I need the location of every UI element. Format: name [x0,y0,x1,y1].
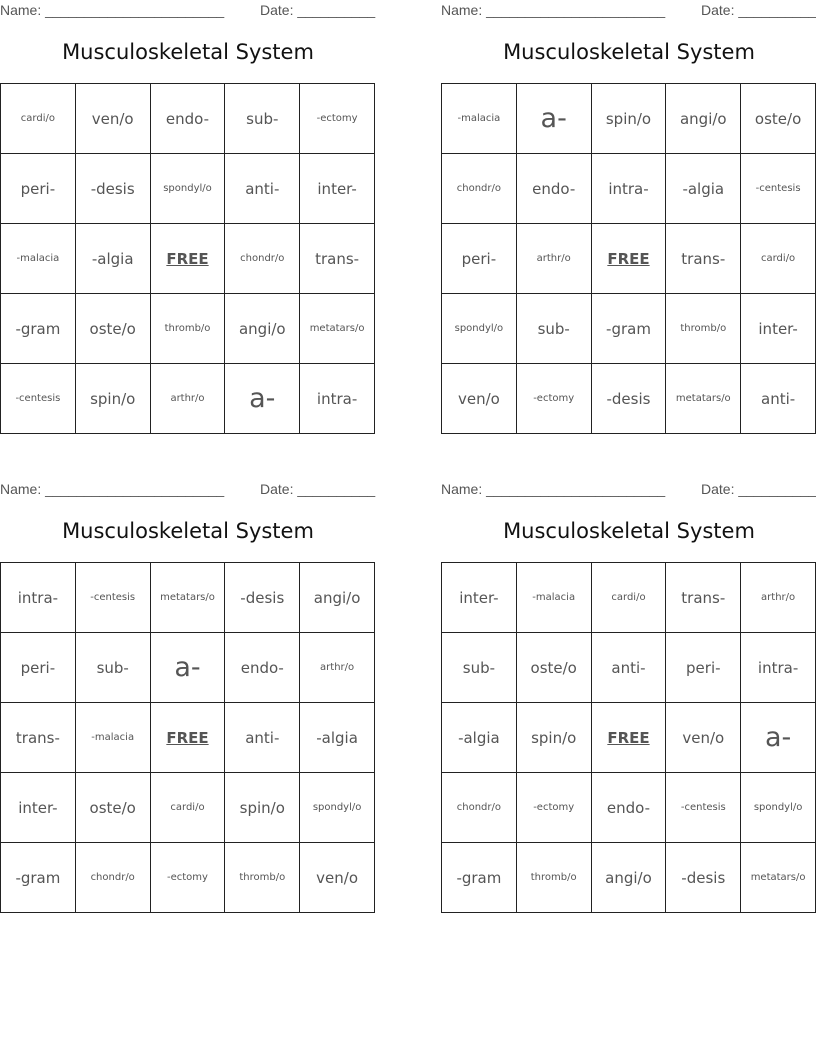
bingo-cell: -ectomy [517,364,592,434]
bingo-cell: intra- [741,633,816,703]
bingo-grid [0,562,375,913]
date-field-label: Date: __________ [260,2,376,18]
bingo-cell: thromb/o [517,843,592,913]
bingo-grid [441,83,816,434]
bingo-cell: oste/o [741,84,816,154]
free-space-cell: FREE [592,703,667,773]
bingo-cell: arthr/o [151,364,226,434]
bingo-cell: a- [151,633,226,703]
bingo-cell: chondr/o [225,224,300,294]
name-field-label: Name: _______________________ [441,481,666,497]
bingo-cell: -desis [666,843,741,913]
card-title: Musculoskeletal System [62,40,314,64]
free-space-cell: FREE [151,703,226,773]
bingo-cell: -desis [225,563,300,633]
bingo-cell: spin/o [76,364,151,434]
bingo-cell: spondyl/o [442,294,517,364]
bingo-cell: spondyl/o [300,773,375,843]
bingo-cell: endo- [517,154,592,224]
bingo-cell: -malacia [442,84,517,154]
bingo-cell: anti- [592,633,667,703]
bingo-cell: ven/o [76,84,151,154]
card-title: Musculoskeletal System [62,519,314,543]
bingo-cell: thromb/o [151,294,226,364]
bingo-cell: inter- [1,773,76,843]
bingo-cell: -centesis [76,563,151,633]
bingo-cell: -gram [1,843,76,913]
bingo-cell: oste/o [76,773,151,843]
bingo-cell: a- [741,703,816,773]
bingo-cell: spondyl/o [741,773,816,843]
bingo-cell: spondyl/o [151,154,226,224]
bingo-cell: -centesis [1,364,76,434]
bingo-cell: thromb/o [666,294,741,364]
bingo-grid [441,562,816,913]
bingo-cell: trans- [666,224,741,294]
bingo-cell: cardi/o [741,224,816,294]
bingo-cell: inter- [300,154,375,224]
bingo-cell: endo- [592,773,667,843]
date-field-label: Date: __________ [701,481,816,497]
bingo-cell: oste/o [517,633,592,703]
bingo-cell: a- [517,84,592,154]
bingo-cell: sub- [517,294,592,364]
bingo-cell: trans- [1,703,76,773]
bingo-cell: anti- [225,703,300,773]
bingo-cell: -ectomy [300,84,375,154]
bingo-cell: metatars/o [300,294,375,364]
bingo-cell: peri- [1,633,76,703]
bingo-cell: chondr/o [442,154,517,224]
bingo-cell: -desis [76,154,151,224]
date-field-label: Date: __________ [260,481,376,497]
bingo-cell: trans- [300,224,375,294]
bingo-cell: intra- [300,364,375,434]
bingo-cell: -malacia [517,563,592,633]
bingo-cell: arthr/o [741,563,816,633]
name-field-label: Name: _______________________ [0,2,225,18]
card-title: Musculoskeletal System [503,519,755,543]
bingo-cell: peri- [442,224,517,294]
bingo-cell: peri- [1,154,76,224]
bingo-cell: thromb/o [225,843,300,913]
bingo-cell: anti- [741,364,816,434]
bingo-cell: anti- [225,154,300,224]
bingo-cell: -malacia [1,224,76,294]
bingo-cell: peri- [666,633,741,703]
bingo-cell: ven/o [666,703,741,773]
date-field-label: Date: __________ [701,2,816,18]
bingo-cell: arthr/o [300,633,375,703]
bingo-cell: cardi/o [592,563,667,633]
bingo-cell: -ectomy [151,843,226,913]
bingo-cell: -centesis [666,773,741,843]
bingo-cell: -algia [300,703,375,773]
bingo-cell: -centesis [741,154,816,224]
bingo-cell: oste/o [76,294,151,364]
bingo-cell: sub- [225,84,300,154]
bingo-cell: angi/o [300,563,375,633]
bingo-cell: angi/o [592,843,667,913]
bingo-cell: ven/o [300,843,375,913]
bingo-cell: endo- [225,633,300,703]
bingo-cell: cardi/o [1,84,76,154]
free-space-cell: FREE [151,224,226,294]
bingo-cell: metatars/o [666,364,741,434]
name-field-label: Name: _______________________ [441,2,666,18]
bingo-cell: sub- [76,633,151,703]
bingo-cell: -algia [76,224,151,294]
bingo-cell: -desis [592,364,667,434]
bingo-cell: -algia [442,703,517,773]
bingo-cell: cardi/o [151,773,226,843]
bingo-cell: endo- [151,84,226,154]
bingo-cell: -algia [666,154,741,224]
bingo-cell: -gram [1,294,76,364]
bingo-cell: intra- [592,154,667,224]
name-field-label: Name: _______________________ [0,481,225,497]
free-space-cell: FREE [592,224,667,294]
bingo-cell: metatars/o [741,843,816,913]
bingo-cell: arthr/o [517,224,592,294]
bingo-cell: -malacia [76,703,151,773]
card-title: Musculoskeletal System [503,40,755,64]
bingo-cell: spin/o [517,703,592,773]
bingo-cell: inter- [442,563,517,633]
bingo-cell: spin/o [592,84,667,154]
bingo-cell: sub- [442,633,517,703]
bingo-cell: trans- [666,563,741,633]
bingo-cell: ven/o [442,364,517,434]
bingo-cell: intra- [1,563,76,633]
bingo-cell: -ectomy [517,773,592,843]
bingo-cell: angi/o [666,84,741,154]
bingo-cell: angi/o [225,294,300,364]
bingo-cell: inter- [741,294,816,364]
bingo-cell: a- [225,364,300,434]
bingo-cell: spin/o [225,773,300,843]
bingo-cell: metatars/o [151,563,226,633]
bingo-cell: chondr/o [76,843,151,913]
bingo-cell: -gram [592,294,667,364]
bingo-grid [0,83,375,434]
bingo-cell: chondr/o [442,773,517,843]
bingo-cell: -gram [442,843,517,913]
